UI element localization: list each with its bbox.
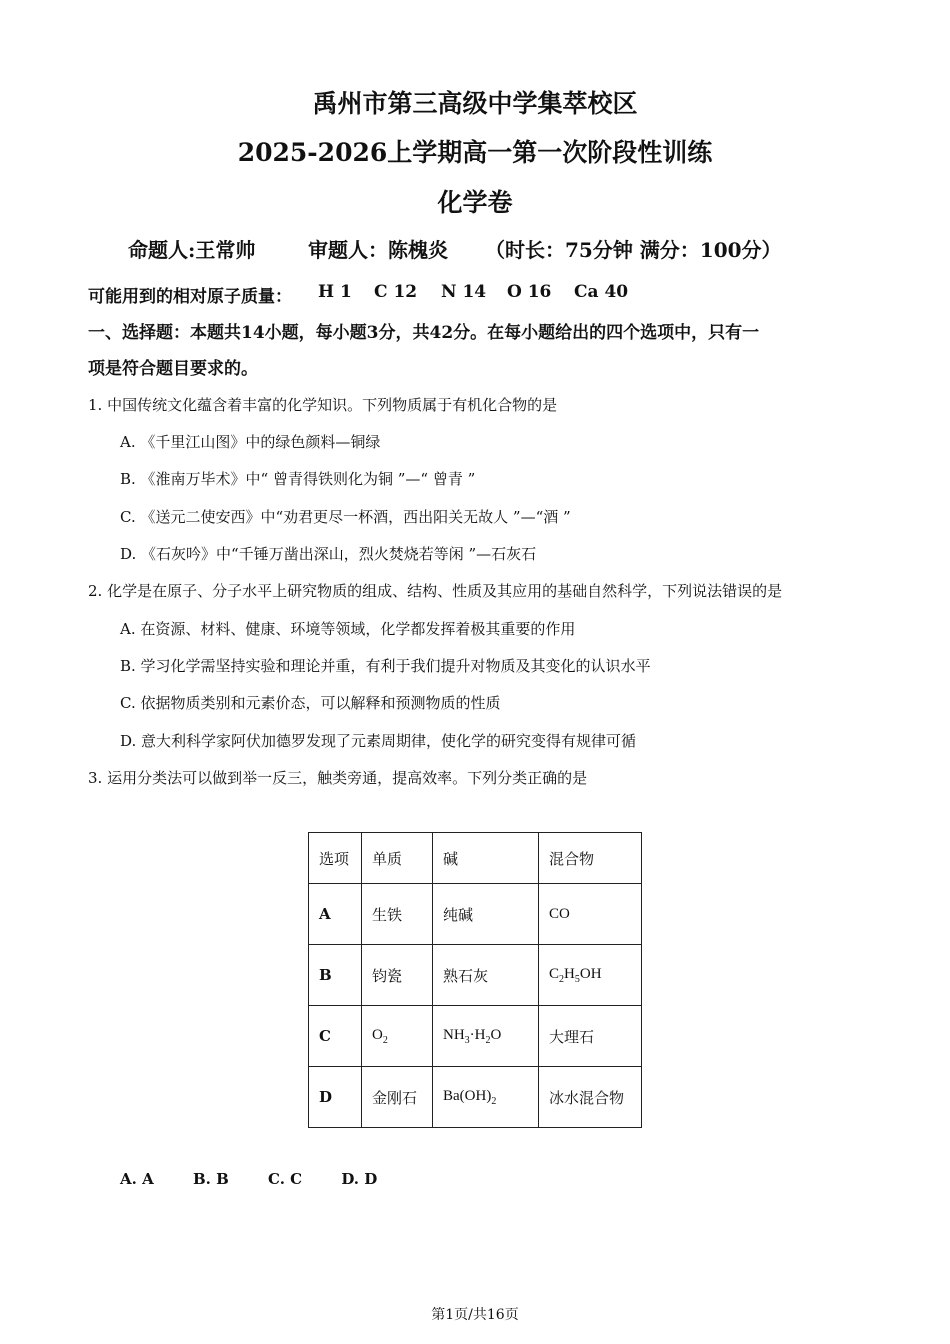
mass-h-val: H 1 (318, 282, 352, 302)
question-2-stem: 2. 化学是在原子、分子水平上研究物质的组成、结构、性质及其应用的基础自然科学，下列说法错误的是 (88, 582, 783, 600)
time-score: （时长：75分钟 满分：100分） (485, 238, 782, 262)
table-row (309, 945, 642, 1006)
mass-c: C 12 (374, 282, 418, 302)
section-heading-line1: 一、选择题：本题共14小题，每小题3分，共42分。在每小题给出的四个选项中，只有一 (88, 323, 760, 343)
setter: 命题人:王常帅 (128, 238, 256, 262)
row-b-element: 钧瓷 (362, 945, 433, 1006)
atomic-masses (88, 282, 298, 307)
mass-n: N 14 (441, 282, 487, 302)
header-base: 碱 (433, 833, 539, 884)
row-c-option: C (309, 1006, 362, 1067)
row-d-base-formula: $Ba(OH)_2$ (433, 1067, 539, 1128)
question-1-option-b: B. 《淮南万毕术》中“ 曾青得铁则化为铜 ”—“ 曾青 ” (120, 470, 476, 488)
mass-ca: Ca 40 (574, 282, 629, 302)
subject-title: 化学卷 (437, 188, 513, 217)
question-2-option-d: D. 意大利科学家阿伏加德罗发现了元素周期律，使化学的研究变得有规律可循 (120, 732, 637, 750)
answer-choice-d[interactable]: D. D (341, 1170, 378, 1188)
row-c-mixture: 大理石 (539, 1006, 642, 1067)
question-1-option-c: C. 《送元二使安西》中“劝君更尽一杯酒，西出阳关无故人 ”—“酒 ” (120, 508, 571, 526)
question-2-option-a: A. 在资源、材料、健康、环境等领域，化学都发挥着极其重要的作用 (120, 620, 576, 638)
row-b-base: 熟石灰 (433, 945, 539, 1006)
row-a-mixture: CO (539, 884, 642, 945)
row-d-mixture: 冰水混合物 (539, 1067, 642, 1128)
table-row (309, 1006, 642, 1067)
section-heading-line2: 项是符合题目要求的。 (88, 359, 258, 379)
question-1-option-a: A. 《千里江山图》中的绿色颜料—铜绿 (120, 433, 381, 451)
header-mixture: 混合物 (539, 833, 642, 884)
answer-choice-c[interactable]: C. C (268, 1170, 303, 1188)
header-option: 选项 (309, 833, 362, 884)
row-b-option: B (309, 945, 362, 1006)
classification-table (308, 832, 642, 1128)
row-c-element-formula: $O_2$ (362, 1006, 433, 1067)
reviewer: 审题人：陈槐炎 (308, 238, 448, 262)
exam-title: 2025-2026上学期高一第一次阶段性训练 (237, 138, 713, 167)
row-c-base-formula: $NH_3\cdot H_2O$ (433, 1006, 539, 1067)
row-a-option: A (309, 884, 362, 945)
answer-choice-b[interactable]: B. B (192, 1170, 229, 1188)
atomic-masses-label: 可能用到的相对原子质量： (88, 287, 292, 307)
question-2-option-c: C. 依据物质类别和元素价态，可以解释和预测物质的性质 (120, 694, 501, 712)
table-row (309, 1067, 642, 1128)
answer-choice-a[interactable]: A. A (120, 1170, 154, 1188)
school-title: 禹州市第三高级中学集萃校区 (312, 89, 638, 118)
row-a-element: 生铁 (362, 884, 433, 945)
question-1-stem: 1. 中国传统文化蕴含着丰富的化学知识。下列物质属于有机化合物的是 (88, 396, 558, 414)
mass-o: O 16 (507, 282, 552, 302)
question-1-option-d: D. 《石灰吟》中“千锤万凿出深山，烈火焚烧若等闲 ”—石灰石 (120, 545, 537, 563)
row-d-element: 金刚石 (362, 1067, 433, 1128)
question-3-stem: 3. 运用分类法可以做到举一反三，触类旁通，提高效率。下列分类正确的是 (88, 769, 588, 787)
row-b-mixture-formula: $C_2H_5OH$ (539, 945, 642, 1006)
table-header-row (309, 833, 642, 884)
page-footer: 第1页/共16页 (431, 1307, 519, 1323)
table-row (309, 884, 642, 945)
question-2-option-b: B. 学习化学需坚持实验和理论并重，有利于我们提升对物质及其变化的认识水平 (120, 657, 651, 675)
header-element: 单质 (362, 833, 433, 884)
row-d-option: D (309, 1067, 362, 1128)
answer-choices (120, 1170, 411, 1188)
row-a-base: 纯碱 (433, 884, 539, 945)
